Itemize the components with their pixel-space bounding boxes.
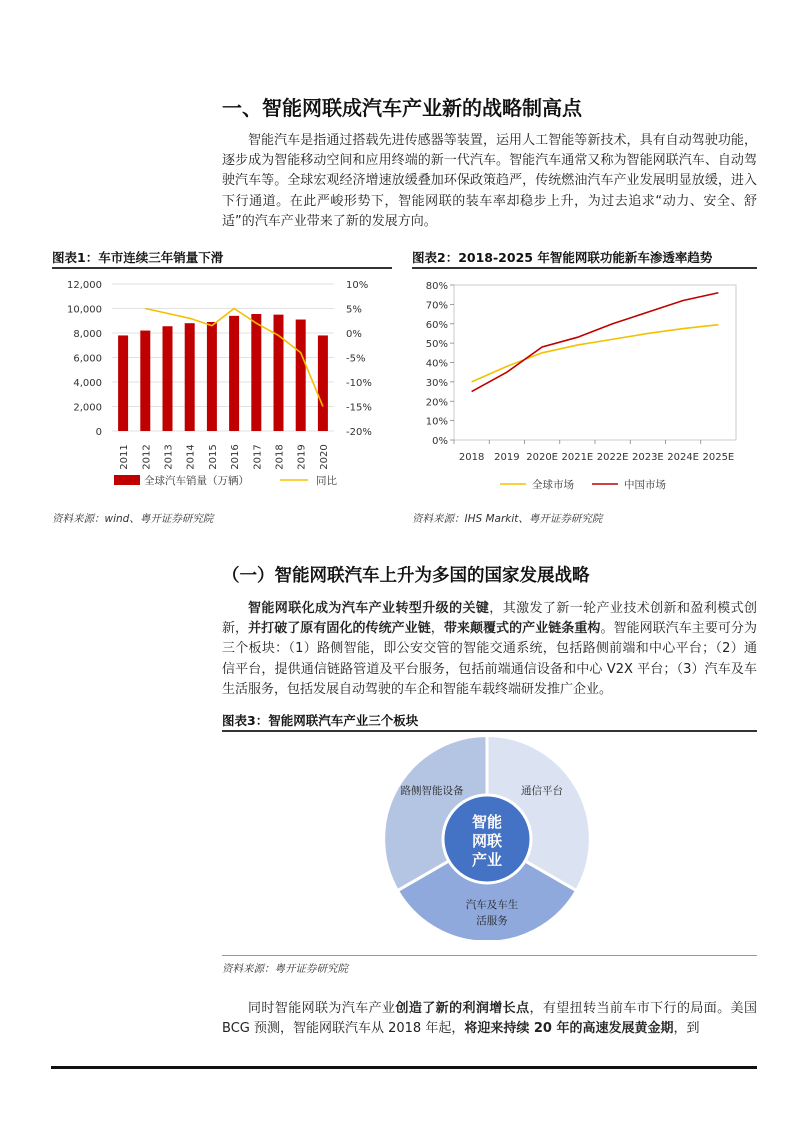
y2-tick-label: 5% bbox=[346, 304, 362, 316]
body-text: ，到 bbox=[673, 1021, 700, 1037]
x-tick-label: 2015 bbox=[207, 444, 219, 470]
x-tick-label: 2019 bbox=[296, 444, 308, 470]
bar bbox=[229, 316, 239, 431]
figure1-chart bbox=[52, 270, 392, 506]
body-paragraph-2 bbox=[222, 599, 757, 700]
body-text: 同时智能网联为汽车产业 bbox=[248, 1001, 396, 1016]
legend-label: 全球汽车销量（万辆） bbox=[144, 475, 249, 487]
figure3-source: 资料来源：粤开证券研究院 bbox=[222, 963, 348, 975]
figure1-source: 资料来源：wind、粤开证券研究院 bbox=[52, 513, 214, 525]
bar bbox=[118, 335, 128, 431]
center-label-line2: 网联 bbox=[471, 832, 503, 850]
figure1-title: 图表1：车市连续三年销量下滑 bbox=[52, 250, 224, 265]
y-tick-label: 50% bbox=[425, 339, 448, 351]
x-tick-label: 2011 bbox=[119, 444, 131, 470]
y-tick-label: 2,000 bbox=[73, 402, 102, 414]
emphasis-text: 将迎来持续 20 年的高速发展黄金期 bbox=[464, 1021, 674, 1037]
intro-paragraph: 智能汽车是指通过搭载先进传感器等装置，运用人工智能等新技术，具有自动驾驶功能，逐步成为智能移动空间和应用终端的新一代汽车。智能汽车通常又称为智能网联汽车、自动驾驶汽车等。全球宏观经济增速放缓叠加环保政策趋严，传统燃油汽车产业发展明显放缓，进入下行通道。在此严峻形势下，智能网联的装车率却稳步上升，为过去追求“动力、安全、舒适”的汽车产业带来了新的发展方向。 bbox=[222, 133, 757, 229]
bar bbox=[274, 315, 284, 431]
section-heading: 一、智能网联成汽车产业新的战略制高点 bbox=[222, 96, 582, 120]
x-tick-label: 2012 bbox=[141, 444, 153, 470]
figure1-rule bbox=[52, 267, 392, 269]
emphasis-text: 并打破了原有固化的传统产业链 bbox=[248, 621, 431, 637]
emphasis-text: 带来颠覆式的产业链条重构 bbox=[443, 621, 601, 637]
x-tick-label: 2018 bbox=[458, 452, 485, 463]
y2-tick-label: 10% bbox=[346, 280, 369, 291]
y-tick-label: 0% bbox=[432, 436, 448, 447]
x-tick-label: 2018 bbox=[274, 444, 286, 470]
x-tick-label: 2019 bbox=[494, 452, 520, 463]
body-text: 。智能网联汽车主要可分为三个板块：（1）路侧智能，即公安交管的智能交通系统，包括路侧前端和中心平台；（2）通信平台，提供通信链路管道及平台服务，包括前端通信设备和中心 V2X 平台；（3）汽车及车生活服务，包括发展自动驾驶的车企和智能车载终端研发推广企业。 bbox=[222, 621, 757, 697]
y-tick-label: 10% bbox=[425, 416, 448, 428]
body-text: ，有望扭转当前车市下行的局面。美国 BCG 预测，智能网联汽车从 2018 年起， bbox=[222, 1001, 757, 1037]
bar bbox=[318, 335, 328, 431]
figure3-bottom-rule bbox=[222, 955, 757, 956]
y2-tick-label: -15% bbox=[346, 402, 372, 414]
legend-label: 同比 bbox=[316, 475, 337, 487]
x-tick-label: 2022E bbox=[596, 452, 629, 463]
y2-tick-label: -10% bbox=[346, 378, 372, 389]
x-tick-label: 2020E bbox=[526, 452, 559, 463]
center-label-line1: 智能 bbox=[471, 813, 503, 831]
y-tick-label: 40% bbox=[425, 358, 448, 370]
bar bbox=[207, 322, 217, 431]
figure3-rule bbox=[222, 730, 757, 732]
y-tick-label: 10,000 bbox=[67, 304, 102, 316]
segment-label-communication: 通信平台 bbox=[521, 785, 563, 797]
bar bbox=[163, 326, 173, 431]
x-tick-label: 2025E bbox=[702, 452, 735, 463]
x-tick-label: 2016 bbox=[230, 444, 242, 470]
bar bbox=[251, 314, 261, 431]
y-tick-label: 8,000 bbox=[73, 329, 102, 340]
x-tick-label: 2014 bbox=[185, 444, 197, 470]
y-tick-label: 60% bbox=[425, 319, 448, 331]
y-tick-label: 12,000 bbox=[67, 280, 102, 291]
body-text: ， bbox=[430, 621, 444, 637]
x-tick-label: 2023E bbox=[631, 452, 664, 463]
figure3-title: 图表3：智能网联汽车产业三个板块 bbox=[222, 713, 419, 728]
legend-swatch-bar bbox=[114, 475, 140, 485]
y-tick-label: 4,000 bbox=[73, 378, 102, 389]
segment-label-vehicle-line2: 活服务 bbox=[476, 915, 508, 927]
body-text: ，其激发了新一轮产业技术创新和盈利模式创新， bbox=[222, 601, 757, 637]
legend-label: 全球市场 bbox=[532, 479, 574, 491]
bar bbox=[296, 320, 306, 431]
legend-label: 中国市场 bbox=[624, 479, 666, 491]
page-bottom-rule bbox=[51, 1066, 757, 1069]
segment-label-vehicle-line1: 汽车及车生 bbox=[465, 899, 519, 911]
emphasis-text: 创造了新的利润增长点 bbox=[395, 1001, 530, 1016]
x-tick-label: 2013 bbox=[163, 444, 175, 470]
figure2-source: 资料来源：IHS Markit、粤开证券研究院 bbox=[412, 513, 603, 525]
y-tick-label: 80% bbox=[425, 281, 448, 292]
figure2-rule bbox=[412, 267, 757, 269]
body-paragraph-3 bbox=[222, 999, 757, 1039]
x-tick-label: 2020 bbox=[318, 444, 330, 470]
figure2-chart bbox=[412, 270, 757, 506]
x-tick-label: 2024E bbox=[667, 452, 700, 463]
bar bbox=[185, 323, 195, 431]
y2-tick-label: -20% bbox=[346, 427, 372, 438]
x-tick-label: 2021E bbox=[561, 452, 594, 463]
segment-label-roadside: 路侧智能设备 bbox=[400, 785, 464, 797]
y-tick-label: 70% bbox=[425, 300, 448, 312]
figure3-diagram bbox=[350, 735, 630, 940]
x-tick-label: 2017 bbox=[252, 444, 264, 470]
line-series bbox=[472, 325, 719, 382]
y2-tick-label: 0% bbox=[346, 329, 362, 340]
subsection-heading: （一）智能网联汽车上升为多国的国家发展战略 bbox=[222, 566, 590, 586]
y-tick-label: 30% bbox=[425, 377, 448, 389]
y2-tick-label: -5% bbox=[346, 353, 366, 365]
y-tick-label: 0 bbox=[95, 427, 102, 438]
plot-frame bbox=[454, 285, 736, 440]
emphasis-text: 智能网联化成为汽车产业转型升级的关键 bbox=[248, 601, 490, 616]
bar bbox=[140, 331, 150, 431]
y-tick-label: 20% bbox=[425, 397, 448, 409]
y-tick-label: 6,000 bbox=[73, 353, 102, 365]
figure2-title: 图表2：2018-2025 年智能网联功能新车渗透率趋势 bbox=[412, 250, 713, 265]
center-label-line3: 产业 bbox=[471, 851, 503, 869]
